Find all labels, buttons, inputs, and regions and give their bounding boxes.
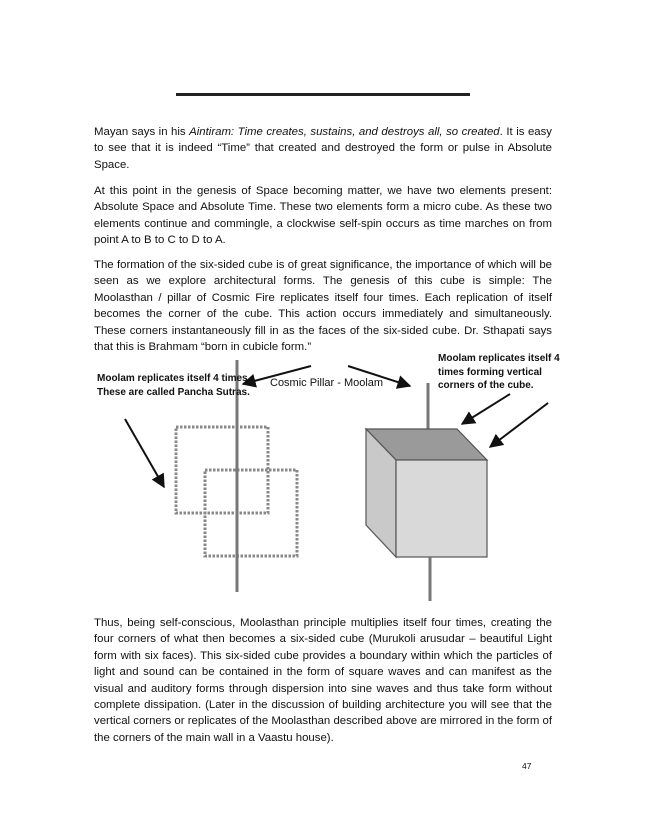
arrow-to-squares: [125, 419, 164, 487]
p1-prefix: Mayan says in his: [94, 126, 190, 138]
p1-italic-quote: Aintiram: Time creates, sustains, and destroys all, so created: [189, 126, 500, 138]
paragraph-genesis: At this point in the genesis of Space becoming matter, we have two elements present: Absolute Space and Absolute Time. These two elements form a micro cube. As these two elements continue and commingle, a clockwise self-spin occurs as time marches on from point A to B to C to D to A.: [94, 185, 552, 247]
p1-suffix: . It is easy to see that it is indeed “Time” that created and destroyed the form or pulse in Absolute Space.: [94, 126, 553, 171]
cube-front-face: [396, 460, 487, 557]
paragraph-cube-formation: The formation of the six-sided cube is of great significance, the importance of which will be seen as we explore architectural forms. The genesis of this cube is simple: The Moolasthan / pillar of Cosmic Fire replicates itself four times. Each replication of itself becomes the corner of the cube. This action occurs immediately and simultaneously. These corners instantaneously fill in as the faces of the six-sided cube. Dr. Sthapati says that this is Brahmam “born in cubicle form.”: [94, 259, 552, 354]
dotted-square-lower: [205, 470, 297, 556]
label-cosmic-pillar: Cosmic Pillar - Moolam: [270, 377, 384, 389]
page-number: 47: [522, 761, 532, 771]
paragraph-moolasthan-principle: Thus, being self-conscious, Moolasthan principle multiplies itself four times, creating the four corners of what then becomes a six-sided cube (Murukoli arusudar – beautiful Light form with six faces). This six-sided cube provides a boundary within which the particles of light and sound can be contained in the form of square waves and can manifest as the visual and auditory forms through dispersion into sine waves and thus take form without complete dissipation. (Later in the discussion of building architecture you will see that the vertical corners or replicates of the Moolasthan described above are mirrored in the form of the corners of the main wall in a Vaastu house).: [94, 617, 552, 744]
arrow-to-cube-corner-a: [462, 394, 510, 424]
arrow-to-cube-corner-b: [490, 403, 548, 447]
label-pancha-sutras: Moolam replicates itself 4 times. These are called Pancha Sutras.: [97, 373, 251, 398]
label-cube-corners: Moolam replicates itself 4 times forming vertical corners of the cube.: [438, 353, 560, 391]
cube-figure: [366, 383, 487, 601]
